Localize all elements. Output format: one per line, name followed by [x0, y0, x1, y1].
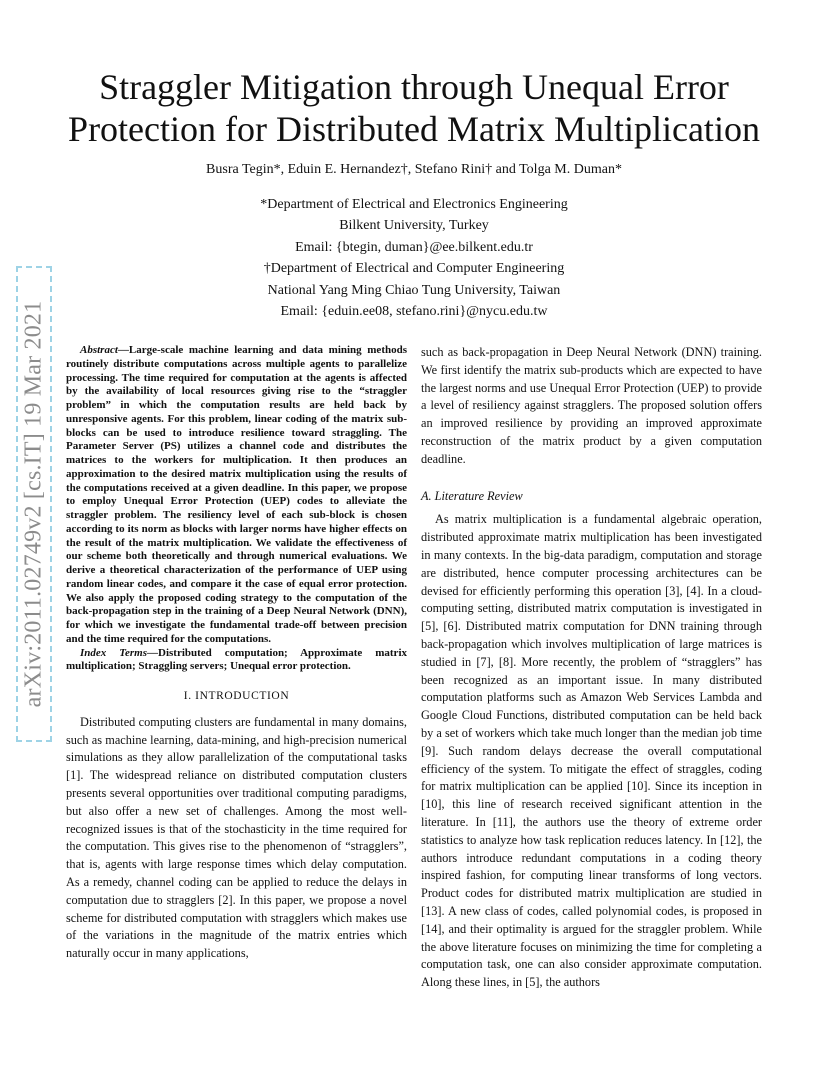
- index-terms-text: —Distributed computation; Approximate matrix multiplication; Straggling servers; Unequal error protection.: [66, 646, 407, 673]
- affiliation-line: Email: {eduin.ee08, stefano.rini}@nycu.edu.tw: [280, 304, 548, 320]
- paper-title: [60, 66, 768, 150]
- affiliations: [60, 194, 768, 322]
- index-terms-label: Index Terms: [80, 646, 147, 659]
- abstract-text: —Large-scale machine learning and data mining methods routinely distribute computations across multiple agents to parallelize processing. The time required for computation at the agents is affected by the availability of local resources giving rise to the “straggler problem” in which the computation results are held back by unresponsive agents. For this problem, linear coding of the matrix sub-blocks can be used to introduce resilience toward straggling. The Parameter Server (PS) utilizes a channel code and distributes the matrices to the workers for multiplication. It then produces an approximation to the desired matrix multiplication using the results of the computations received at a given deadline. In this paper, we propose to employ Unequal Error Protection (UEP) codes to alleviate the straggler problem. The resiliency level of each sub-block is chosen according to its norm as blocks with larger norms have higher effects on the result of the matrix multiplication. We validate the effectiveness of our scheme both theoretically and through numerical evaluations. We derive a theoretical characterization of the performance of UEP using random linear codes, and compare it the case of equal error protection. We also apply the proposed coding strategy to the computation of the back-propagation step in the training of a Deep Neural Network (DNN), for which we investigate the fundamental trade-off between precision and the time required for the computations.: [66, 344, 407, 645]
- abstract: [66, 344, 407, 647]
- left-column: [66, 344, 407, 963]
- title-line-1: Straggler Mitigation through Unequal Error: [99, 67, 729, 107]
- title-line-2: Protection for Distributed Matrix Multiplication: [68, 109, 760, 149]
- right-column: [421, 344, 762, 992]
- section-heading-introduction: I. INTRODUCTION: [183, 690, 290, 702]
- affiliation-line: †Department of Electrical and Computer Engineering: [263, 261, 565, 277]
- abstract-label: Abstract: [80, 344, 118, 356]
- affiliation-line: Bilkent University, Turkey: [339, 218, 489, 234]
- arxiv-id: arXiv:2011.02749v2 [cs.IT] 19 Mar 2021: [20, 300, 47, 708]
- affiliation-line: *Department of Electrical and Electronics Engineering: [260, 197, 568, 212]
- author-list: Busra Tegin*, Eduin E. Hernandez†, Stefano Rini† and Tolga M. Duman*: [206, 162, 622, 177]
- index-terms: [66, 647, 407, 675]
- intro-paragraph: Distributed computing clusters are fundamental in many domains, such as machine learning, data-mining, and high-precision numerical simulations as they allow parallelization of the computational tasks [1]. The widespread reliance on distributed computation clusters presents several opportunities over traditional computing paradigms, but also offer a new set of challenges. Among the most well-recognized issues is that of the stochasticity in the time required for the computation. This gives rise to the phenomenon of “stragglers”, that is, agents with large response times which delay computation. As a remedy, channel coding can be applied to reduce the delays in computation due to stragglers [2]. In this paper, we propose a novel scheme for distributed computation with stragglers which makes use of the variations in the magnitude of the matrix entries which naturally occur in many applications,: [66, 714, 407, 961]
- affiliation-line: Email: {btegin, duman}@ee.bilkent.edu.tr: [295, 239, 533, 255]
- arxiv-stamp: [16, 266, 52, 742]
- intro-continuation: such as back-propagation in Deep Neural Network (DNN) training. We first identify the matrix sub-products which are expected to have the largest norms and use Unequal Error Protection (UEP) to provide a level of resiliency against stragglers. The proposed solution offers an improved resilience by providing an improved approximate reconstruction of the matrix product by a given computation deadline.: [421, 345, 762, 466]
- subsection-heading-literature-review: A. Literature Review: [421, 488, 523, 503]
- literature-paragraph: As matrix multiplication is a fundamental algebraic operation, distributed approximate matrix multiplication has been investigated in many contexts. In the big-data paradigm, computation and storage are distributed, hence computer processing architectures can be devised for efficiently performing this operation [3], [4]. In a cloud-computing setting, distributed matrix computation is investigated in [5], [6]. Distributed matrix computation for DNN training through back-propagation which involves multiplication of large matrices is studied in [7], [8]. More recently, the problem of “stragglers” has been recognized as an important issue. In many distributed computation platforms such as Amazon Web Services Lambda and Google Cloud Functions, distributed computation can be held back by a set of workers which take much longer than the median job time [9]. Such random delays decrease the overall computational efficiency of the system. To mitigate the effect of straggles, coding for matrix multiplication can be applied [10]. Since its inception in [10], this line of research received significant attention in the literature. In [11], the authors use the theory of extreme order statistics to analyze how task replication reduces latency. In [12], the authors introduce redundant computations in a coding theory inspired fashion, for computing linear transforms of long vectors. Product codes for distributed matrix multiplication are studied in [13]. A new class of codes, called polynomial codes, is proposed in [14], and their optimality is argued for the straggler problem. While the above literature focuses on minimizing the time for completing a computation task, one can also consider approximate computation. Along these lines, in [5], the authors: [421, 512, 762, 990]
- affiliation-line: National Yang Ming Chiao Tung University, Taiwan: [267, 282, 561, 298]
